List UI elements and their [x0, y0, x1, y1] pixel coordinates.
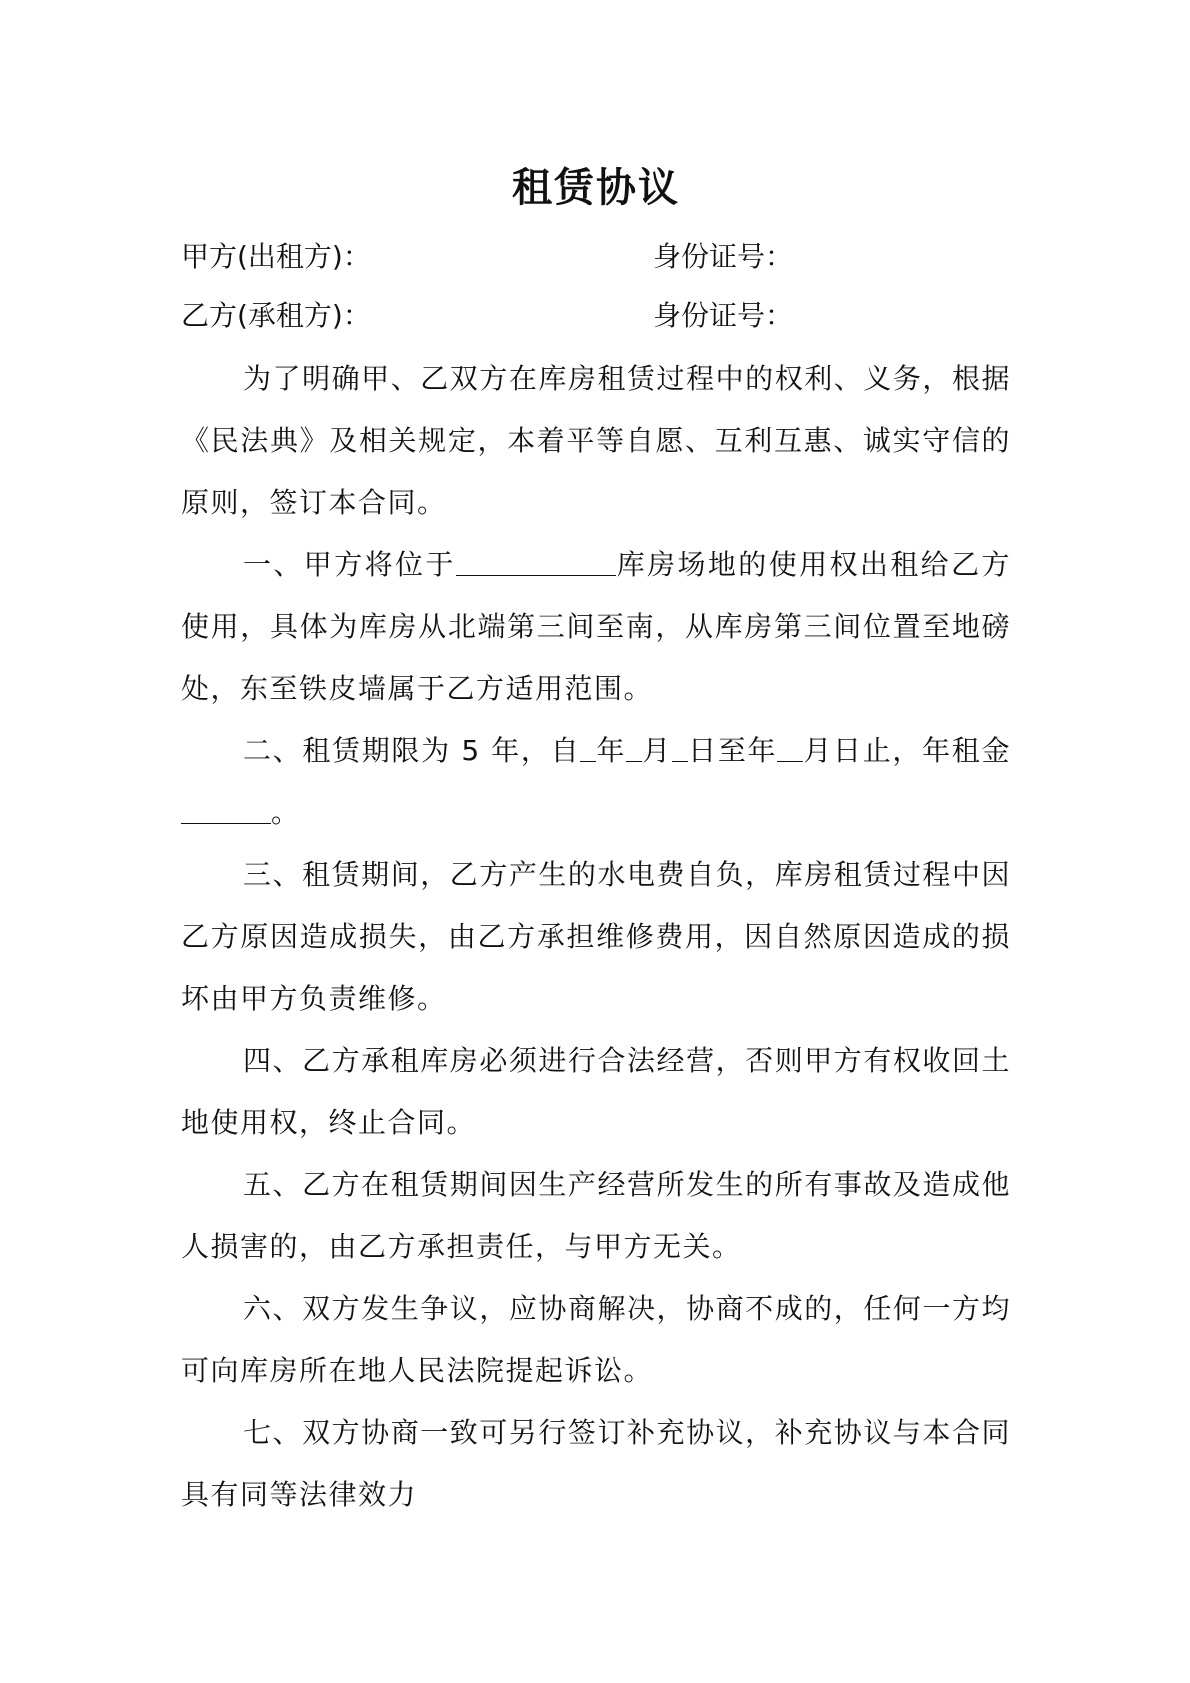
- start-year-blank: [580, 731, 596, 762]
- document-title: 租赁协议: [512, 165, 680, 211]
- clause-5: 五、乙方在租赁期间因生产经营所发生的所有事故及造成他人损害的，由乙方承担责任，与甲方无关。: [181, 1168, 1011, 1263]
- clause-2-month1: 月: [642, 734, 672, 767]
- clause-4: 四、乙方承租库房必须进行合法经营，否则甲方有权收回土地使用权，终止合同。: [181, 1044, 1011, 1139]
- party-b-label: 乙方(承租方)：: [181, 299, 371, 332]
- clause-2-end: 。: [271, 796, 301, 829]
- clause-1-after: 库房场地的使用权出租给乙方使用，具体为库房从北端第三间至南，从库房第三间位置至地磅处，东至铁皮墙属于乙方适用范围。: [181, 548, 1011, 705]
- document-page: [181, 0, 1011, 1683]
- location-blank: [456, 545, 616, 576]
- party-b-row: [181, 285, 1011, 347]
- party-a-id-label: 身份证号：: [653, 240, 794, 273]
- start-day-blank: [672, 731, 688, 762]
- clause-2-day1: 日至年: [687, 734, 778, 767]
- rent-blank: [181, 793, 271, 824]
- party-b-id-label: 身份证号：: [653, 299, 794, 332]
- clause-2-month2: 月日止，年租金: [803, 734, 1011, 767]
- contract-body: [181, 348, 1011, 1526]
- party-a-row: [181, 226, 1011, 288]
- clause-2-year1: 年: [596, 734, 627, 767]
- end-month-blank: [777, 731, 803, 762]
- clause-1-before: 一、甲方将位于: [243, 548, 456, 581]
- intro-paragraph: 为了明确甲、乙双方在库房租赁过程中的权利、义务，根据《民法典》及相关规定，本着平等自愿、互利互惠、诚实守信的原则，签订本合同。: [181, 362, 1011, 519]
- clause-2: [181, 720, 1011, 844]
- party-a-label: 甲方(出租方)：: [181, 240, 371, 273]
- clause-7: 七、双方协商一致可另行签订补充协议，补充协议与本合同具有同等法律效力: [181, 1416, 1011, 1511]
- clause-6: 六、双方发生争议，应协商解决，协商不成的，任何一方均可向库房所在地人民法院提起诉讼。: [181, 1292, 1011, 1387]
- clause-2-part1: 二、租赁期限为 5 年，自: [243, 734, 581, 767]
- clause-3: 三、租赁期间，乙方产生的水电费自负，库房租赁过程中因乙方原因造成损失，由乙方承担维修费用，因自然原因造成的损坏由甲方负责维修。: [181, 858, 1011, 1015]
- start-month-blank: [626, 731, 642, 762]
- clause-1: [181, 534, 1011, 720]
